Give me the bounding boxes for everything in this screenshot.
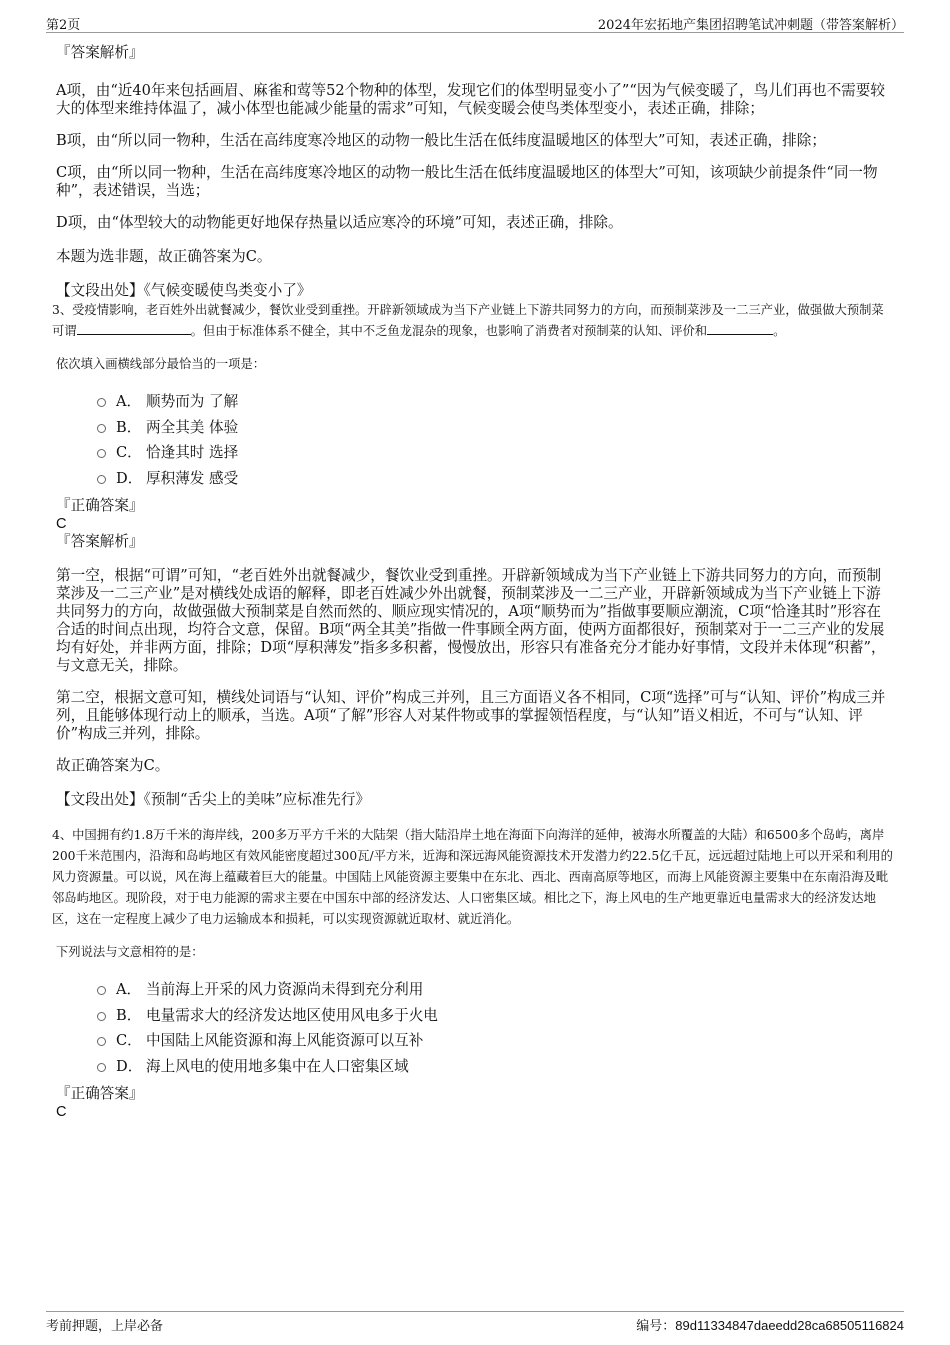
- q3-option-d[interactable]: D． 厚积薄发 感受: [56, 466, 894, 492]
- q2-analysis-tag: 『答案解析』: [56, 44, 144, 61]
- q4-prompt: 下列说法与文意相符的是：: [56, 945, 204, 959]
- document-code: 编号：89d11334847daeedd28ca68505116824: [636, 1318, 904, 1334]
- q2-conclusion: 本题为选非题，故正确答案为C。: [56, 248, 272, 265]
- radio-icon[interactable]: [97, 986, 106, 995]
- q3-analysis-2: 第二空，根据文意可知，横线处词语与“认知、评价”构成三并列，且三方面语义各不相同，C项“选择”可与“认知、评价”构成三并列，且能够体现行动上的顺承，当选。A项“了解”形容人对某件物或事的掌握领悟程度，与“认知”语义相近，不可与“认知、评价”构成三并列，排除。: [56, 689, 886, 742]
- page-number: 第2页: [46, 18, 81, 33]
- q4-option-b[interactable]: B． 电量需求大的经济发达地区使用风电多于火电: [56, 1003, 894, 1029]
- document-title: 2024年宏拓地产集团招聘笔试冲刺题（带答案解析）: [597, 18, 904, 33]
- q3-analysis-1: 第一空，根据“可谓”可知，“老百姓外出就餐减少，餐饮业受到重挫。开辟新领域成为当下产业链上下游共同努力的方向，而预制菜涉及一二三产业”是对横线处成语的解释，即老百姓减少外出就餐，预制菜涉及一二三产业，开辟新领域成为当下产业链上下游共同努力的方向，故做强做大预制菜是自然而然的、顺应现实情况的，A项“顺势而为”指做事要顺应潮流，C项“恰逢其时”形容在合适的时间点出现，均符合文意，保留。B项“两全其美”指做一件事顾全两方面，使两方面都很好，预制菜对于一二三产业的发展均有好处，并非两方面，排除；D项“厚积薄发”指多多积蓄，慢慢放出，形容只有准备充分才能办好事情，文段并未体现“积蓄”，与文意无关，排除。: [56, 567, 886, 674]
- document-body: [52, 44, 894, 1121]
- q3-answer-tag: 『正确答案』: [56, 497, 144, 514]
- radio-icon[interactable]: [97, 1012, 106, 1021]
- radio-icon[interactable]: [97, 1063, 106, 1072]
- q2-analysis-d: D项，由“体型较大的动物能更好地保存热量以适应寒冷的环境”可知，表述正确，排除。: [56, 214, 623, 231]
- q3-prompt: 依次填入画横线部分最恰当的一项是：: [56, 357, 266, 371]
- q2-analysis-b: B项，由“所以同一物种，生活在高纬度寒冷地区的动物一般比生活在低纬度温暖地区的体型大”可知，表述正确，排除；: [56, 132, 826, 149]
- page-footer: [46, 1311, 904, 1334]
- q3-blank-1: [77, 322, 191, 335]
- radio-icon[interactable]: [97, 1037, 106, 1046]
- q4-option-d[interactable]: D． 海上风电的使用地多集中在人口密集区域: [56, 1054, 894, 1080]
- q2-analysis-c: C项，由“所以同一物种，生活在高纬度寒冷地区的动物一般比生活在低纬度温暖地区的体型大”可知，该项缺少前提条件“同一物种”，表述错误，当选；: [56, 164, 878, 199]
- q4-options: [56, 977, 894, 1079]
- q4-stem: 4、中国拥有约1.8万千米的海岸线，200多万平方千米的大陆架（指大陆沿岸土地在海面下向海洋的延伸，被海水所覆盖的大陆）和6500多个岛屿，离岸200千米范围内，沿海和岛屿地区有效风能密度超过300瓦/平方米，近海和深远海风能资源技术开发潜力约22.5亿千瓦，远远超过陆地上可以开采和利用的风力资源量。可以说，风在海上蕴藏着巨大的能量。中国陆上风能资源主要集中在东北、西北、西南高原等地区，而海上风能资源主要集中在东南沿海及毗邻岛屿地区。现阶段，对于电力能源的需求主要在中国东中部的经济发达、人口密集区域。相比之下，海上风电的生产地更靠近电量需求大的经济发达地区，这在一定程度上减少了电力运输成本和损耗，可以实现资源就近取材、就近消化。: [52, 828, 893, 926]
- radio-icon[interactable]: [97, 475, 106, 484]
- q4-option-a[interactable]: A． 当前海上开采的风力资源尚未得到充分利用: [56, 977, 894, 1003]
- q4-option-c[interactable]: C． 中国陆上风能资源和海上风能资源可以互补: [56, 1028, 894, 1054]
- q3-answer: C: [56, 516, 67, 532]
- q3-stem: 3、受疫情影响，老百姓外出就餐减少，餐饮业受到重挫。开辟新领域成为当下产业链上下游共同努力的方向，而预制菜涉及一二三产业，做强做大预制菜可谓 。但由于标准体系不健全，其中不乏鱼龙混杂的现象，也影响了消费者对预制菜的认知、评价和 。: [52, 303, 884, 338]
- radio-icon[interactable]: [97, 449, 106, 458]
- q2-source: 【文段出处】《气候变暖使鸟类变小了》: [56, 282, 312, 299]
- radio-icon[interactable]: [97, 398, 106, 407]
- q2-analysis-a: A项，由“近40年来包括画眉、麻雀和莺等52个物种的体型，发现它们的体型明显变小了”“因为气候变暖了，鸟儿们再也不需要较大的体型来维持体温了，减小体型也能减少能量的需求”可知，气候变暖会使鸟类体型变小，表述正确，排除；: [56, 82, 885, 117]
- q3-blank-2: [707, 322, 773, 335]
- footer-slogan: 考前押题，上岸必备: [46, 1319, 164, 1334]
- q4-answer: C: [56, 1104, 67, 1120]
- q4-answer-tag: 『正确答案』: [56, 1085, 144, 1102]
- q3-option-a[interactable]: A． 顺势而为 了解: [56, 389, 894, 415]
- q3-options: [56, 389, 894, 491]
- radio-icon[interactable]: [97, 424, 106, 433]
- q3-conclusion: 故正确答案为C。: [56, 757, 170, 774]
- page-header: [46, 14, 904, 33]
- q3-analysis-tag: 『答案解析』: [56, 533, 144, 550]
- q3-option-b[interactable]: B． 两全其美 体验: [56, 415, 894, 441]
- q3-option-c[interactable]: C． 恰逢其时 选择: [56, 440, 894, 466]
- q3-source: 【文段出处】《预制“舌尖上的美味”应标准先行》: [56, 791, 371, 808]
